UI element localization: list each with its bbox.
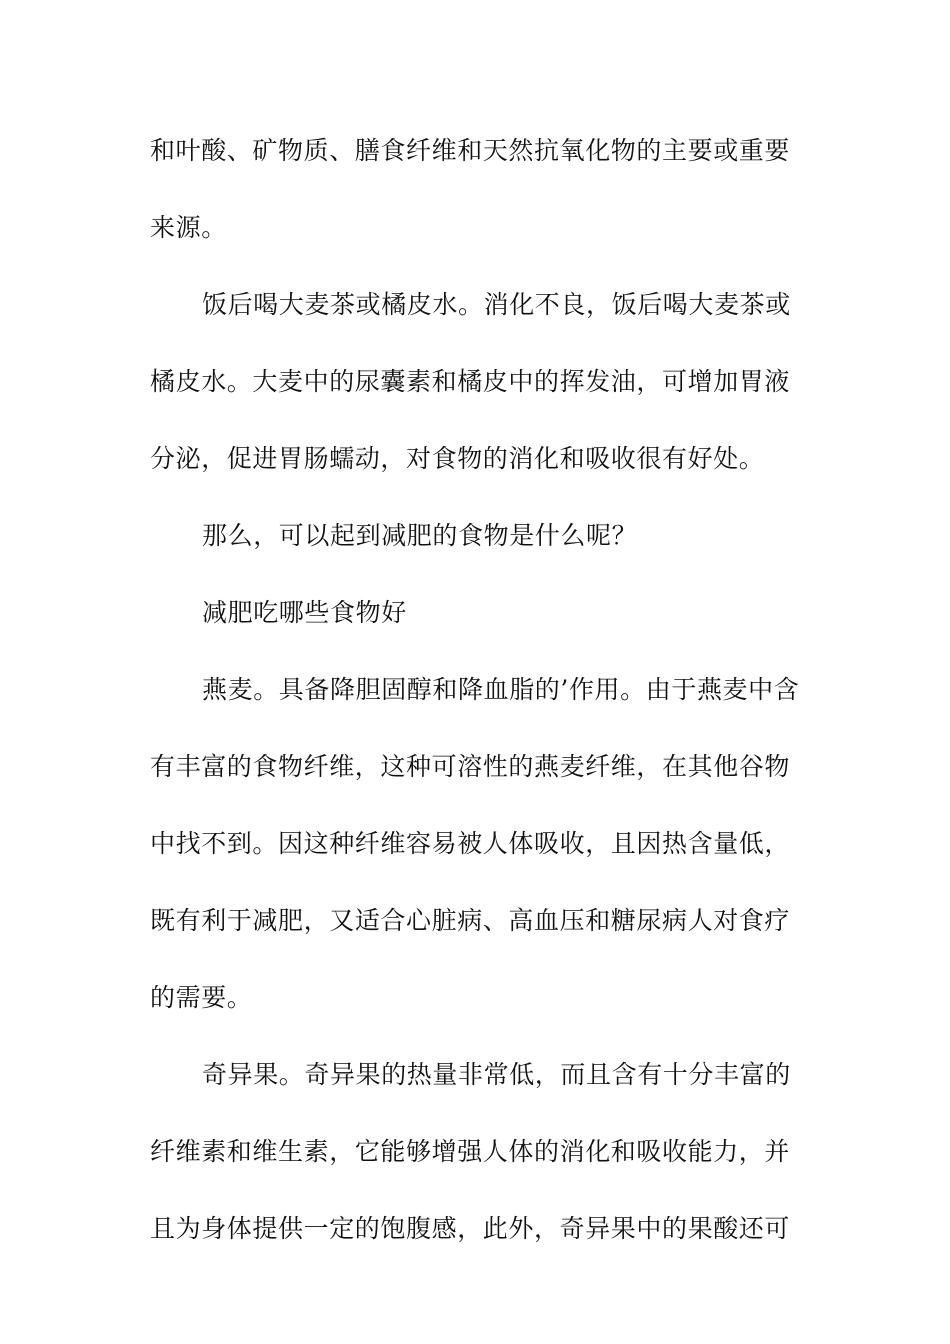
text-line: 的需要。	[150, 983, 253, 1012]
paragraph-start-line: 饭后喝大麦茶或橘皮水。消化不良，饭后喝大麦茶或	[202, 290, 791, 319]
text-line: 橘皮水。大麦中的尿囊素和橘皮中的挥发油，可增加胃液	[150, 367, 791, 396]
text-line: 中找不到。因这种纤维容易被人体吸收，且因热含量低，	[150, 829, 791, 858]
text-line: 和叶酸、矿物质、膳食纤维和天然抗氧化物的主要或重要	[150, 136, 791, 165]
text-line: 且为身体提供一定的饱腹感，此外，奇异果中的果酸还可	[150, 1214, 791, 1243]
text-line: 有丰富的食物纤维，这种可溶性的燕麦纤维，在其他谷物	[150, 752, 791, 781]
text-line: 既有利于减肥，又适合心脏病、高血压和糖尿病人对食疗	[150, 906, 791, 935]
paragraph-start-line: 燕麦。具备降胆固醇和降血脂的’作用。由于燕麦中含	[202, 675, 800, 704]
body-text	[150, 112, 810, 1267]
paragraph-start-line: 奇异果。奇异果的热量非常低，而且含有十分丰富的	[202, 1060, 791, 1089]
section-heading: 减肥吃哪些食物好	[202, 598, 407, 627]
paragraph-start-line: 那么，可以起到减肥的食物是什么呢？	[202, 521, 638, 550]
text-line: 纤维素和维生素，它能够增强人体的消化和吸收能力，并	[150, 1137, 791, 1166]
text-line: 来源。	[150, 213, 227, 242]
text-line: 分泌，促进胃肠蠕动，对食物的消化和吸收很有好处。	[150, 444, 765, 473]
